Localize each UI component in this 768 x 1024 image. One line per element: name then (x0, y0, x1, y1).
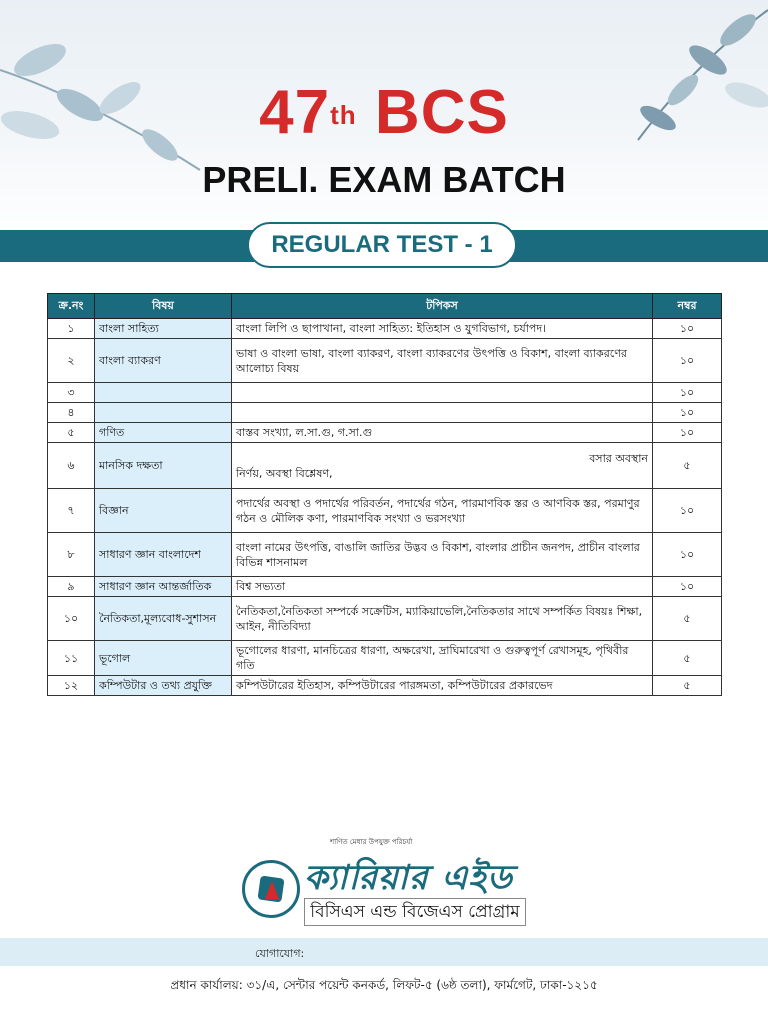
table-header-row (48, 294, 722, 319)
table-row (48, 423, 722, 443)
row-subject (95, 383, 232, 403)
row-topics: বিশ্ব সভ্যতা (232, 577, 653, 597)
row-topics: ভাষা ও বাংলা ভাষা, বাংলা ব্যাকরণ, বাংলা ব্যাকরণের উৎপত্তি ও বিকাশ, বাংলা ব্যাকরণের আলোচ্য বিষয় (232, 339, 653, 383)
test-label-pill: REGULAR TEST - 1 (247, 222, 517, 268)
row-topics (232, 443, 653, 489)
row-serial: ৬ (48, 443, 95, 489)
row-subject: সাধারণ জ্ঞান আন্তর্জাতিক (95, 577, 232, 597)
row-topics: বাস্তব সংখ্যা, ল.সা.গু, গ.সা.গু (232, 423, 653, 443)
row-marks: ১০ (653, 319, 722, 339)
row-marks: ১০ (653, 577, 722, 597)
page-subtitle: PRELI. EXAM BATCH (202, 159, 566, 200)
brand-logo (242, 860, 300, 918)
contact-band (0, 938, 768, 966)
column-header-marks: নম্বর (653, 294, 722, 319)
row-marks: ৫ (653, 597, 722, 641)
row-subject: সাধারণ জ্ঞান বাংলাদেশ (95, 533, 232, 577)
table-row (48, 339, 722, 383)
page-title (0, 78, 768, 148)
row-topics: বাংলা নামের উৎপত্তি, বাঙালি জাতির উদ্ভব ও বিকাশ, বাংলার প্রাচীন জনপদ, প্রাচীন বাংলার বিভিন্ন শাসনামল (232, 533, 653, 577)
column-header-topics: টপিকস (232, 294, 653, 319)
row-serial: ৮ (48, 533, 95, 577)
row-serial: ২ (48, 339, 95, 383)
row-subject: বাংলা ব্যাকরণ (95, 339, 232, 383)
row-topics: পদার্থের অবস্থা ও পদার্থের পরিবর্তন, পদার্থের গঠন, পারমাণবিক স্তর ও আণবিক স্তর, পরমাণুর গঠন ও মৌলিক কণা, পারমাণবিক সংখ্যা ও ভরসংখ্যা (232, 489, 653, 533)
table-row (48, 533, 722, 577)
syllabus-table (47, 293, 722, 696)
column-header-serial: ক্র.নং (48, 294, 95, 319)
row-subject: কম্পিউটার ও তথ্য প্রযুক্তি (95, 676, 232, 696)
row-topics: কম্পিউটারের ইতিহাস, কম্পিউটারের পারঙ্গমতা, কম্পিউটারের প্রকারভেদ (232, 676, 653, 696)
column-header-subject: বিষয় (95, 294, 232, 319)
row-serial: ৯ (48, 577, 95, 597)
row-topics: ভূগোলের ধারণা, মানচিত্রের ধারণা, অক্ষরেখা, দ্রাঘিমারেখা ও গুরুত্বপূর্ণ রেখাসমূহ, পৃথিবীর গতি (232, 641, 653, 676)
row-serial: ৭ (48, 489, 95, 533)
row-topics: নৈতিকতা,নৈতিকতা সম্পর্কে সক্রেটিস, ম্যাকিয়াভেলি,নৈতিকতার সাথে সম্পর্কিত বিষয়ঃ শিক্ষা, আইন, নীতিবিদ্যা (232, 597, 653, 641)
row-subject: বিজ্ঞান (95, 489, 232, 533)
brand-name: ক্যারিয়ার এইড (304, 858, 513, 898)
row-topics: বাংলা লিপি ও ছাপাখানা, বাংলা সাহিত্য: ইতিহাস ও যুগবিভাগ, চর্যাপদ। (232, 319, 653, 339)
brand-subtitle: বিসিএস এন্ড বিজেএস প্রোগ্রাম (304, 898, 526, 926)
row-marks: ১০ (653, 403, 722, 423)
row-marks: ১০ (653, 489, 722, 533)
row-topics (232, 403, 653, 423)
row-topics-line1: বসার অবস্থান (589, 451, 648, 465)
table-row (48, 489, 722, 533)
table-row (48, 641, 722, 676)
row-subject: বাংলা সাহিত্য (95, 319, 232, 339)
row-marks: ৫ (653, 443, 722, 489)
row-subject: ভূগোল (95, 641, 232, 676)
row-marks: ৫ (653, 676, 722, 696)
row-marks: ৫ (653, 641, 722, 676)
row-subject: নৈতিকতা,মূল্যবোধ-সুশাসন (95, 597, 232, 641)
row-serial: ১০ (48, 597, 95, 641)
row-serial: ৫ (48, 423, 95, 443)
table-row (48, 676, 722, 696)
row-topics-line2: নির্ণয়, অবস্থা বিশ্লেষণ, (236, 466, 333, 480)
table-row (48, 597, 722, 641)
row-serial: ৪ (48, 403, 95, 423)
row-marks: ১০ (653, 383, 722, 403)
title-word: BCS (374, 78, 509, 147)
row-subject: গণিত (95, 423, 232, 443)
title-number: 47 (259, 78, 331, 147)
table-row (48, 443, 722, 489)
row-marks: ১০ (653, 423, 722, 443)
office-address: প্রধান কার্যালয়: ৩১/এ, সেন্টার পয়েন্ট কনকর্ড, লিফট-৫ (৬ষ্ঠ তলা), ফার্মগেট, ঢাকা-১২১৫ (170, 978, 598, 992)
table-row (48, 403, 722, 423)
table-row (48, 577, 722, 597)
title-suffix: th (330, 100, 357, 130)
row-marks: ১০ (653, 339, 722, 383)
row-serial: ১২ (48, 676, 95, 696)
row-serial: ৩ (48, 383, 95, 403)
row-subject: মানসিক দক্ষতা (95, 443, 232, 489)
row-subject (95, 403, 232, 423)
row-topics (232, 383, 653, 403)
contact-label: যোগাযোগ: (255, 947, 305, 960)
brand-tagline: শাণিত মেধার উপযুক্ত পরিচর্যা (330, 838, 413, 846)
row-marks: ১০ (653, 533, 722, 577)
row-serial: ১১ (48, 641, 95, 676)
table-row (48, 319, 722, 339)
table-row (48, 383, 722, 403)
row-serial: ১ (48, 319, 95, 339)
